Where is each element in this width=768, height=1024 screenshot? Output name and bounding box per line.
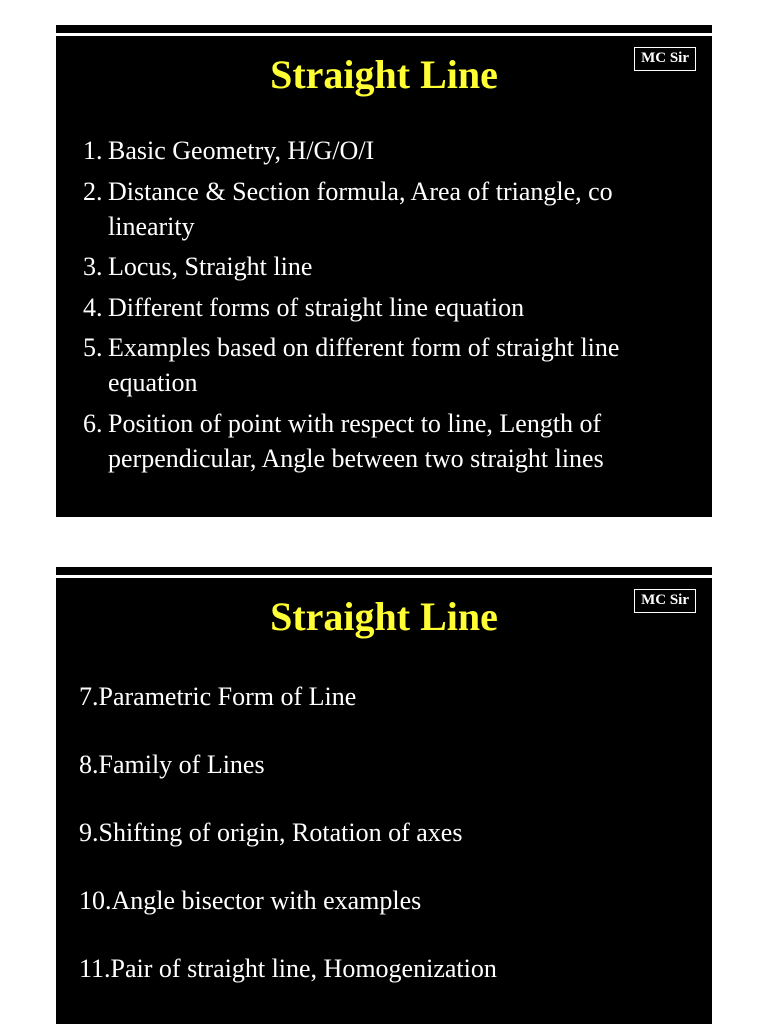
item-number: 11. bbox=[79, 954, 111, 983]
item-number: 10. bbox=[79, 886, 112, 915]
item-number: 6. bbox=[83, 408, 103, 438]
item-text: Distance & Section formula, Area of triangle, co linearity bbox=[108, 176, 613, 241]
list-item bbox=[83, 290, 683, 325]
item-text: Pair of straight line, Homogenization bbox=[110, 954, 497, 983]
item-number: 8. bbox=[79, 750, 99, 779]
item-text: Shifting of origin, Rotation of axes bbox=[98, 818, 463, 847]
list-item bbox=[83, 249, 683, 284]
item-text: Different forms of straight line equation bbox=[108, 292, 525, 322]
item-number: 9. bbox=[79, 818, 99, 847]
slide-title: Straight Line bbox=[270, 594, 498, 639]
item-text: Parametric Form of Line bbox=[98, 682, 357, 711]
item-text: Examples based on different form of straight line equation bbox=[108, 333, 620, 397]
list-item bbox=[83, 330, 683, 400]
list-item bbox=[79, 883, 699, 918]
item-text: Angle bisector with examples bbox=[111, 886, 422, 915]
list-item bbox=[83, 133, 683, 168]
top-divider bbox=[56, 33, 712, 36]
list-item bbox=[79, 815, 699, 850]
slide-title: Straight Line bbox=[270, 52, 498, 97]
item-text: Locus, Straight line bbox=[108, 252, 313, 281]
list-item bbox=[79, 951, 699, 986]
item-number: 5. bbox=[83, 333, 103, 362]
topic-list bbox=[83, 133, 683, 481]
item-number: 2. bbox=[83, 176, 103, 206]
top-divider bbox=[56, 575, 712, 578]
slide-1 bbox=[56, 25, 712, 517]
list-item bbox=[79, 747, 699, 782]
slide-2 bbox=[56, 567, 712, 1024]
author-badge: MC Sir bbox=[634, 589, 696, 613]
item-number: 4. bbox=[83, 292, 103, 322]
list-item bbox=[83, 406, 683, 476]
item-text: Position of point with respect to line, Length of perpendicular, Angle between two straight lines bbox=[108, 408, 604, 473]
author-badge: MC Sir bbox=[634, 47, 696, 71]
list-item bbox=[79, 679, 699, 714]
item-number: 1. bbox=[83, 136, 103, 165]
item-text: Basic Geometry, H/G/O/I bbox=[108, 136, 375, 165]
item-number: 3. bbox=[83, 252, 103, 281]
item-text: Family of Lines bbox=[98, 750, 265, 779]
item-number: 7. bbox=[79, 682, 99, 711]
topic-list bbox=[79, 679, 699, 1019]
list-item bbox=[83, 174, 683, 244]
